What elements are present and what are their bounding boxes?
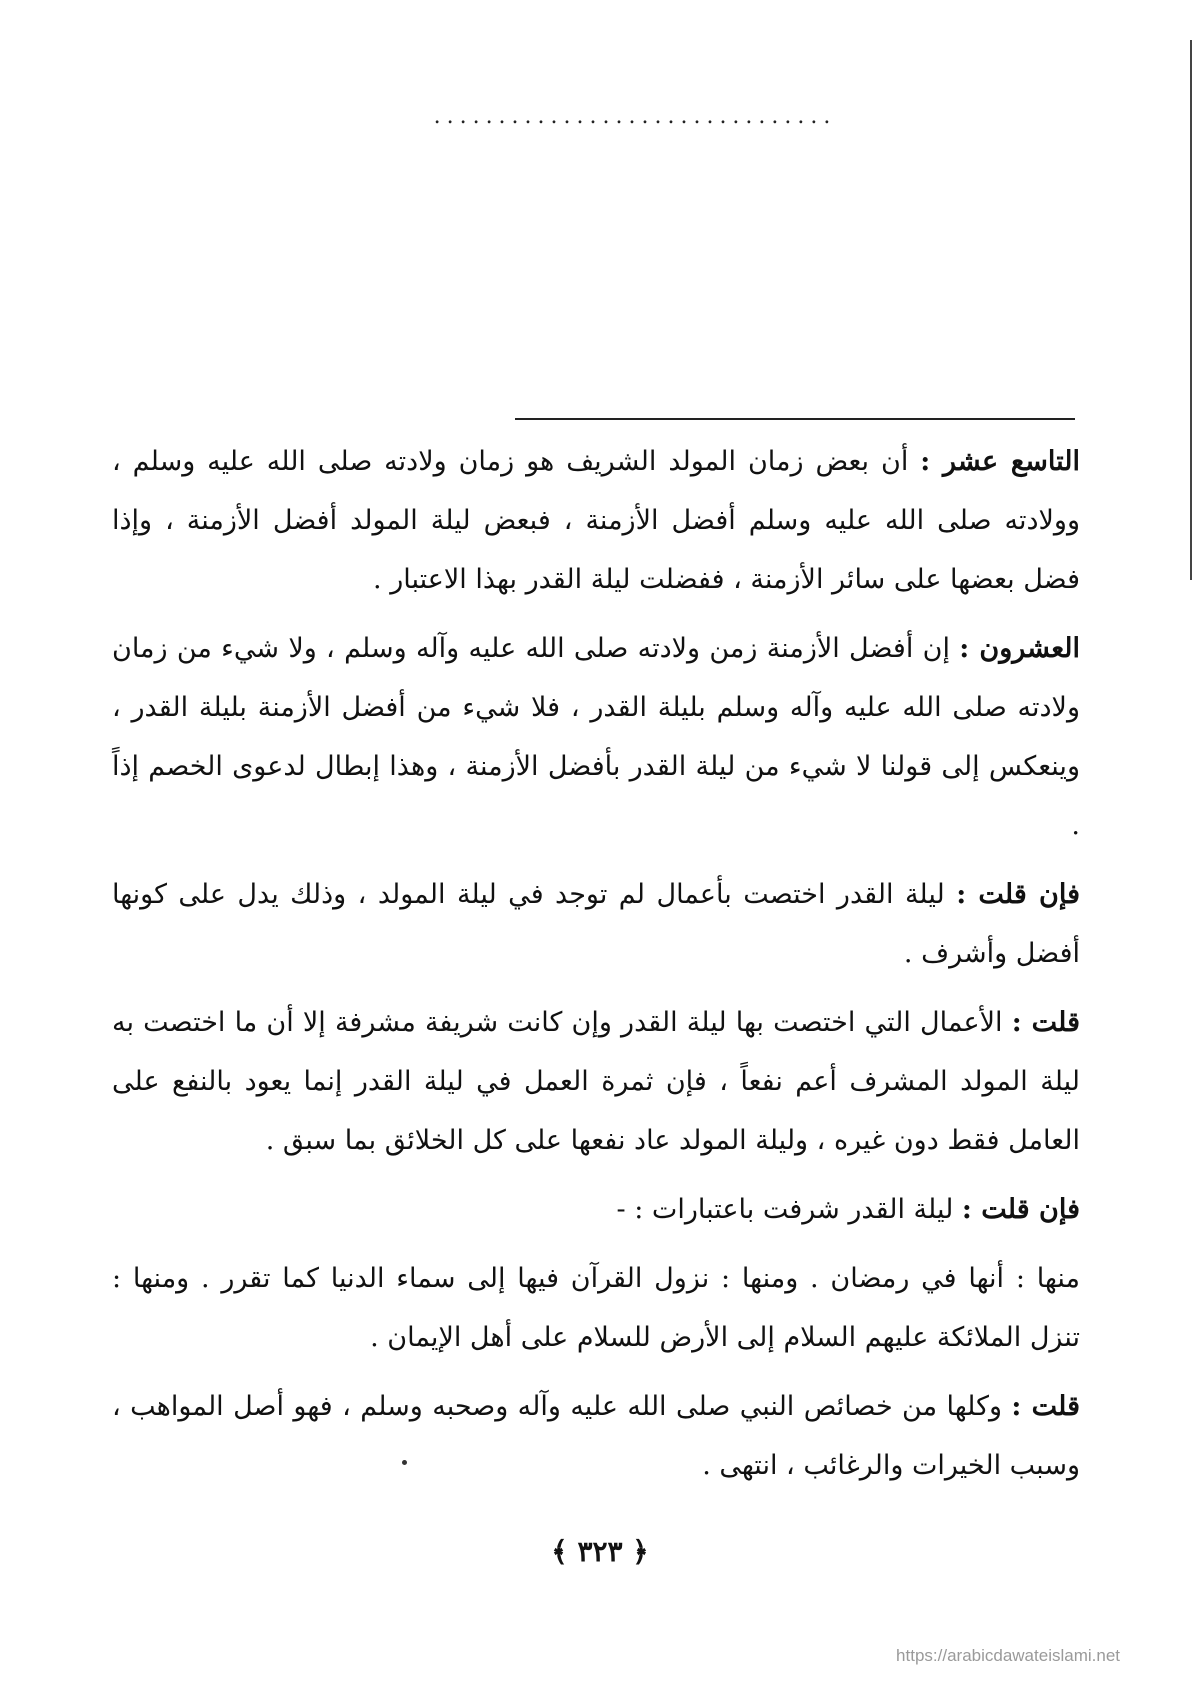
paragraph-2-lead: العشرون :: [959, 633, 1080, 664]
paragraph-2: [112, 619, 1080, 855]
stray-ink-mark: [402, 1460, 407, 1465]
paragraph-7-lead: قلت :: [1011, 1391, 1080, 1422]
dotted-separator: ...............................: [433, 104, 837, 129]
section-rule: [515, 418, 1075, 420]
paragraph-4: [112, 993, 1080, 1170]
paragraph-1-lead: التاسع عشر :: [920, 446, 1080, 477]
paragraph-3-lead: فإن قلت :: [956, 879, 1080, 910]
paragraph-5-text: ليلة القدر شرفت باعتبارات : -: [616, 1194, 962, 1225]
paragraph-5-lead: فإن قلت :: [961, 1194, 1080, 1225]
paragraph-2-text: إن أفضل الأزمنة زمن ولادته صلى الله عليه وآله وسلم ، ولا شيء من زمان ولادته صلى الله عليه وآله وسلم بليلة القدر ، فلا شيء من أفضل الأزمنة بليلة القدر ، وينعكس إلى قولنا لا شيء من ليلة القدر بأفضل الأزمنة ، وهذا إبطال لدعوى الخصم إذاً .: [112, 633, 1080, 841]
paragraph-7-text: وكلها من خصائص النبي صلى الله عليه وآله وصحبه وسلم ، فهو أصل المواهب ، وسبب الخيرات والرغائب ، انتهى .: [112, 1391, 1080, 1481]
main-text: [112, 432, 1080, 1505]
paragraph-6: [112, 1249, 1080, 1367]
page-edge-line: [1190, 40, 1192, 580]
paragraph-3-text: ليلة القدر اختصت بأعمال لم توجد في ليلة المولد ، وذلك يدل على كونها أفضل وأشرف .: [112, 879, 1080, 969]
paragraph-6-text: منها : أنها في رمضان . ومنها : نزول القرآن فيها إلى سماء الدنيا كما تقرر . ومنها : تنزل الملائكة عليهم السلام إلى الأرض للسلام على أهل الإيمان .: [112, 1263, 1080, 1353]
paragraph-7: [112, 1377, 1080, 1495]
paragraph-1-text: أن بعض زمان المولد الشريف هو زمان ولادته صلى الله عليه وسلم ، وولادته صلى الله عليه وسلم أفضل الأزمنة ، فبعض ليلة المولد أفضل الأزمنة ، وإذا فضل بعضها على سائر الأزمنة ، ففضلت ليلة القدر بهذا الاعتبار .: [112, 446, 1080, 595]
paragraph-4-lead: قلت :: [1011, 1007, 1080, 1038]
source-watermark: https://arabicdawateislami.net: [896, 1646, 1120, 1665]
paragraph-1: [112, 432, 1080, 609]
page-number: ﴿ ٣٢٣ ﴾: [551, 1535, 649, 1568]
paragraph-4-text: الأعمال التي اختصت بها ليلة القدر وإن كانت شريفة مشرفة إلا أن ما اختصت به ليلة المولد المشرف أعم نفعاً ، فإن ثمرة العمل في ليلة القدر إنما يعود بالنفع على العامل فقط دون غيره ، وليلة المولد عاد نفعها على كل الخلائق بما سبق .: [112, 1007, 1080, 1156]
paragraph-5: [112, 1180, 1080, 1239]
paragraph-3: [112, 865, 1080, 983]
